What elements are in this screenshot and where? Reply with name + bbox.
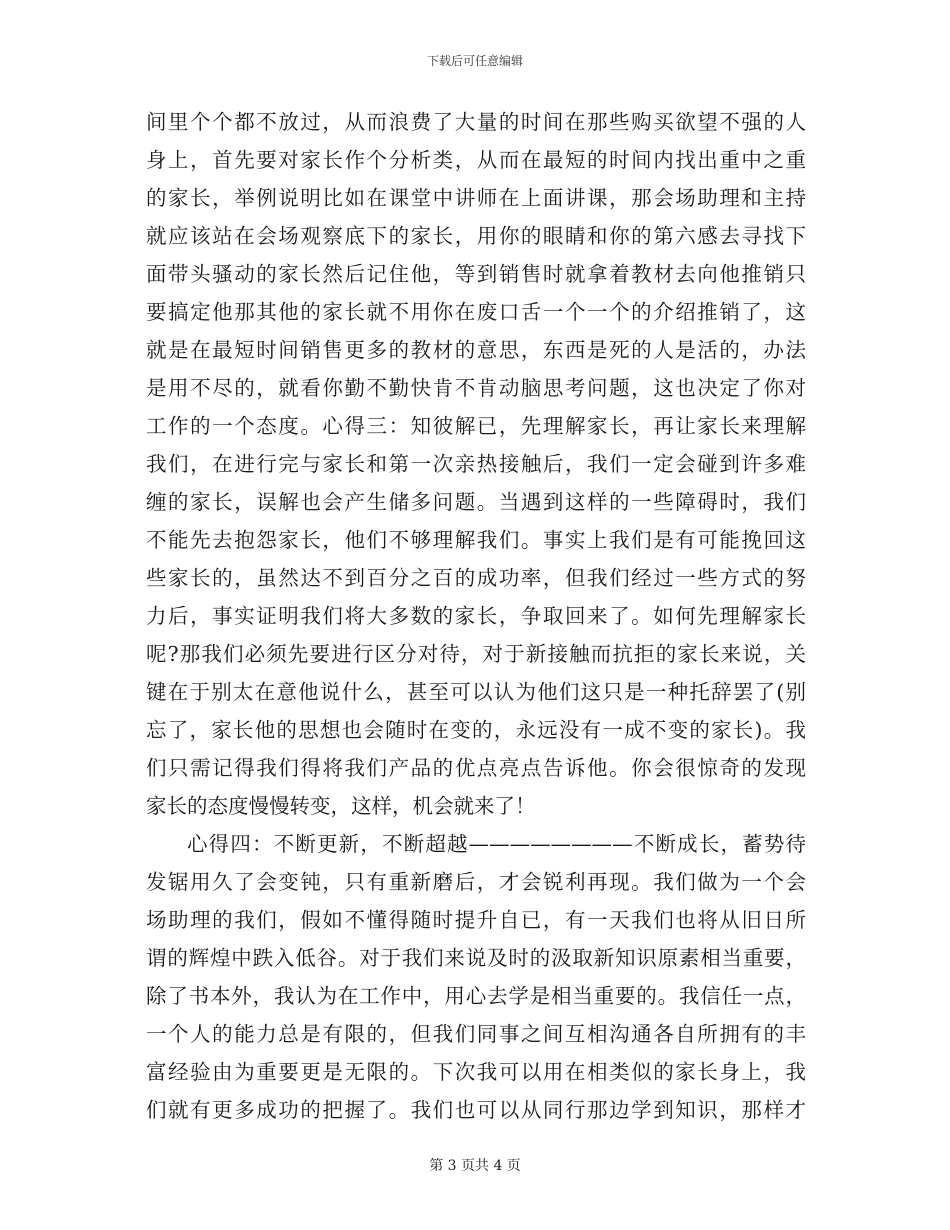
text-line: 除了书本外，我认为在工作中，用心去学是相当重要的。我信任一点， [146,984,806,1008]
text-line: 呢?那我们必须先要进行区分对待，对于新接触而抗拒的家长来说，关 [146,642,806,666]
text-line: 一个人的能力总是有限的，但我们同事之间互相沟通各自所拥有的丰 [146,1022,806,1046]
text-line: 场助理的我们，假如不懂得随时提升自已，有一天我们也将从旧日所 [146,908,806,932]
text-line: 要搞定他那其他的家长就不用你在废口舌一个一个的介绍推销了，这 [146,300,806,324]
text-line: 我们，在进行完与家长和第一次亲热接触后，我们一定会碰到许多难 [146,452,806,476]
text-line: 就应该站在会场观察底下的家长，用你的眼睛和你的第六感去寻找下 [146,224,806,248]
text-line: 工作的一个态度。心得三：知彼解已，先理解家长，再让家长来理解 [146,414,806,438]
text-line: 就是在最短时间销售更多的教材的意思，东西是死的人是活的，办法 [146,338,806,362]
text-line: 面带头骚动的家长然后记住他，等到销售时就拿着教材去向他推销只 [146,262,806,286]
text-line: 富经验由为重要更是无限的。下次我可以用在相类似的家长身上，我 [146,1060,806,1084]
text-line: 们就有更多成功的把握了。我们也可以从同行那边学到知识，那样才 [146,1098,806,1122]
text-line: 不能先去抱怨家长，他们不够理解我们。事实上我们是有可能挽回这 [146,528,806,552]
text-line: 忘了，家长他的思想也会随时在变的，永远没有一成不变的家长)。我 [146,718,806,742]
text-line: 力后，事实证明我们将大多数的家长，争取回来了。如何先理解家长 [146,604,806,628]
text-line: 发锯用久了会变钝，只有重新磨后，才会锐利再现。我们做为一个会 [146,870,806,894]
page-header: 下载后可任意编辑 [426,54,523,68]
text-line: 间里个个都不放过，从而浪费了大量的时间在那些购买欲望不强的人 [146,110,806,134]
text-line: 心得四：不断更新，不断超越————————不断成长，蓄势待 [187,832,806,856]
text-line: 是用不尽的，就看你勤不勤快肯不肯动脑思考问题，这也决定了你对 [146,376,806,400]
text-line: 家长的态度慢慢转变，这样，机会就来了！ [146,794,536,818]
text-line: 谓的辉煌中跌入低谷。对于我们来说及时的汲取新知识原素相当重要， [146,946,806,970]
text-line: 身上，首先要对家长作个分析类，从而在最短的时间内找出重中之重 [146,148,806,172]
text-line: 缠的家长，误解也会产生储多问题。当遇到这样的一些障碍时，我们 [146,490,806,514]
text-line: 的家长，举例说明比如在课堂中讲师在上面讲课，那会场助理和主持 [146,186,806,210]
text-line: 们只需记得我们得将我们产品的优点亮点告诉他。你会很惊奇的发现 [146,756,806,780]
page-number: 第 3 页共 4 页 [429,1158,521,1174]
text-line: 些家长的，虽然达不到百分之百的成功率，但我们经过一些方式的努 [146,566,806,590]
text-line: 键在于别太在意他说什么，甚至可以认为他们这只是一种托辞罢了(别 [146,680,806,704]
